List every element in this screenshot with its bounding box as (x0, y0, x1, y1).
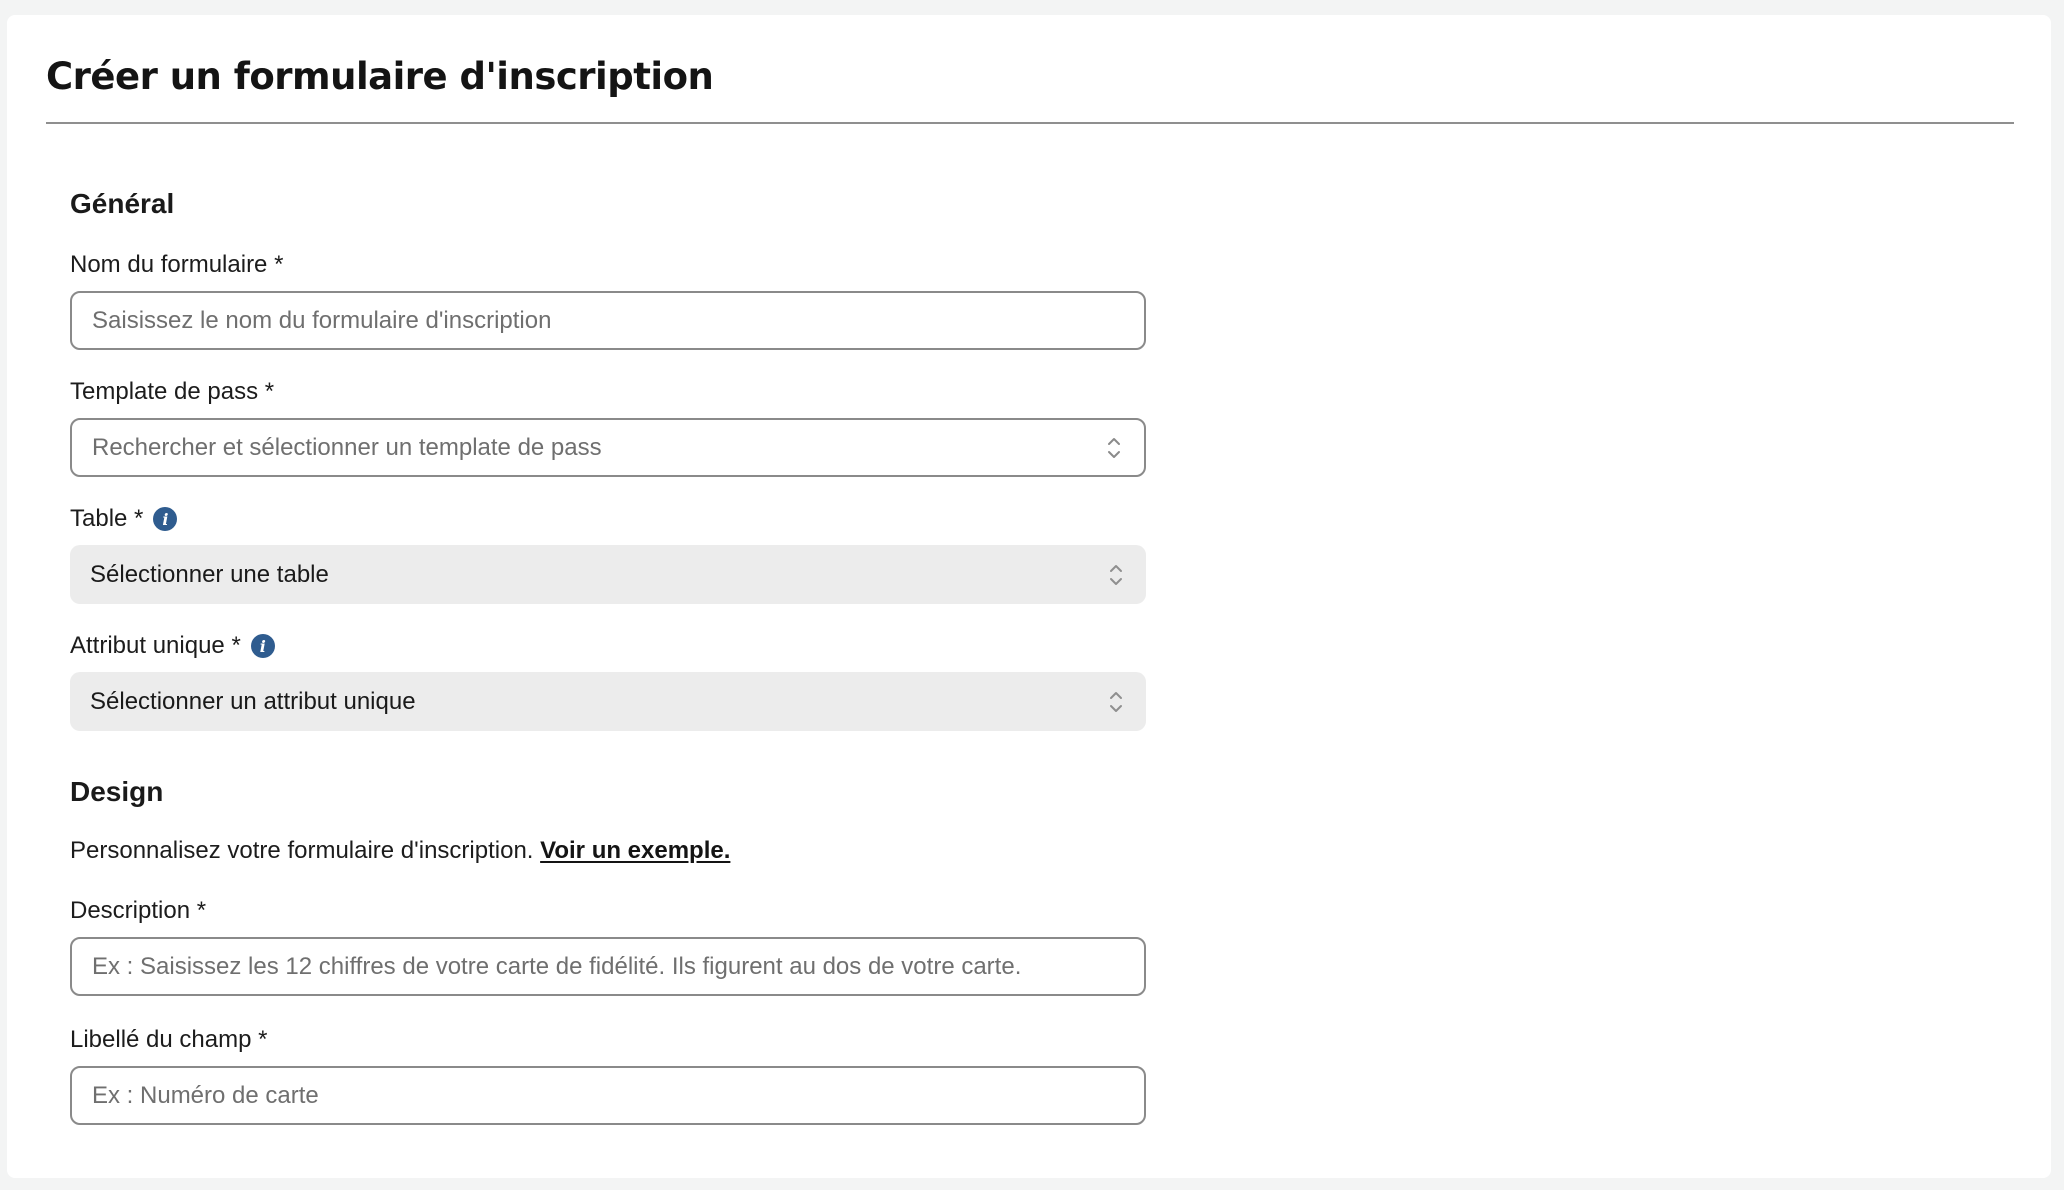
form-name-input[interactable] (70, 291, 1146, 350)
unique-attribute-label-text: Attribut unique * (70, 632, 241, 659)
form-card (7, 15, 2051, 1178)
section-title-design: Design (70, 776, 164, 807)
field-label-input[interactable] (70, 1066, 1146, 1125)
table-select[interactable] (70, 545, 1146, 604)
description-label-text: Description * (70, 897, 207, 924)
info-icon[interactable]: i (153, 507, 177, 531)
field-label-label (70, 1026, 267, 1055)
chevron-up-down-icon (1106, 434, 1122, 462)
section-title-general: Général (70, 188, 175, 219)
table-label-text: Table * (70, 505, 144, 532)
description-label (70, 897, 206, 926)
info-icon[interactable]: i (251, 634, 275, 658)
pass-template-select[interactable] (70, 418, 1146, 477)
example-link[interactable]: Voir un exemple. (540, 837, 731, 864)
design-intro (70, 837, 730, 866)
pass-template-label-text: Template de pass * (70, 378, 275, 405)
pass-template-label (70, 378, 274, 407)
table-label (70, 505, 177, 534)
description-input[interactable] (70, 937, 1146, 996)
title-divider (46, 122, 2014, 124)
chevron-up-down-icon (1108, 561, 1124, 589)
page-title: Créer un formulaire d'inscription (46, 55, 714, 98)
form-name-label (70, 251, 283, 280)
pass-template-placeholder: Rechercher et sélectionner un template de pass (92, 433, 602, 461)
chevron-up-down-icon (1108, 688, 1124, 716)
unique-attribute-select[interactable] (70, 672, 1146, 731)
unique-attribute-selected-value: Sélectionner un attribut unique (90, 687, 416, 715)
design-intro-text: Personnalisez votre formulaire d'inscription. (70, 837, 534, 864)
table-selected-value: Sélectionner une table (90, 560, 329, 588)
form-name-label-text: Nom du formulaire * (70, 251, 284, 278)
field-label-label-text: Libellé du champ * (70, 1026, 268, 1053)
unique-attribute-label (70, 632, 275, 661)
